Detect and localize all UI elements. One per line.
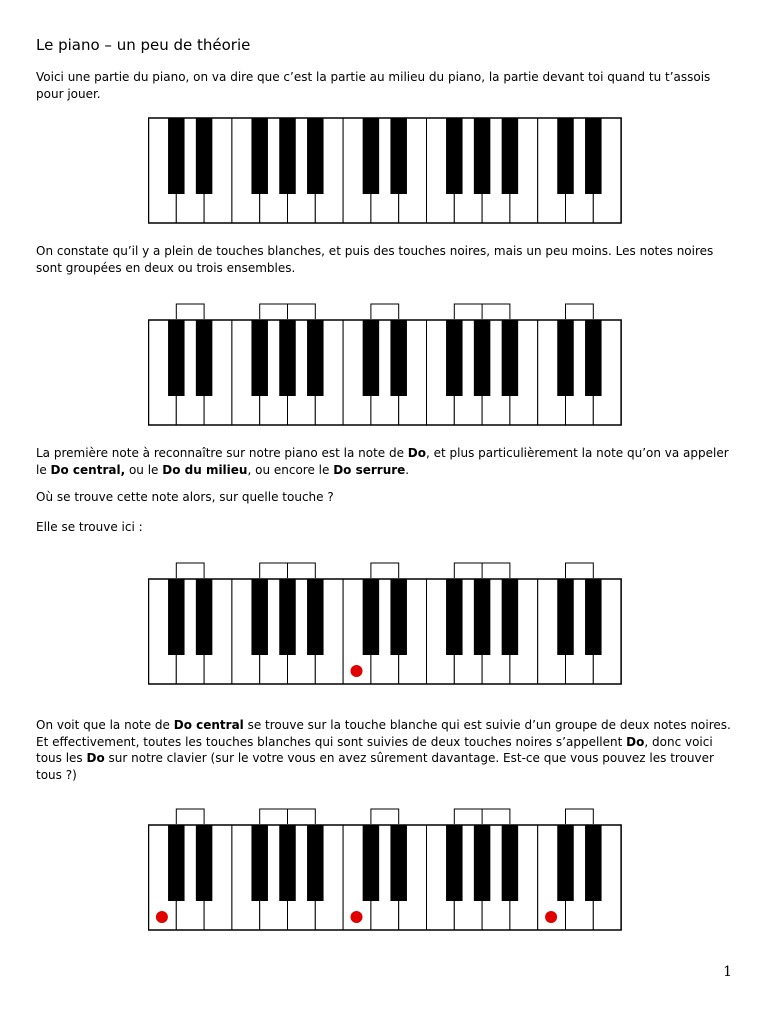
black-key [502,320,519,396]
black-key [502,825,519,901]
black-key-group-bracket [176,304,204,319]
bold-text-run: Do [86,751,105,765]
text-run: , ou encore le [247,462,334,477]
black-key [585,118,602,194]
black-key [502,579,519,655]
black-key [307,825,324,901]
black-key-group-bracket [371,809,399,824]
black-key [168,825,185,901]
page-number: 1 [723,964,732,980]
black-key [474,320,491,396]
page-title: Le piano – un peu de théorie [36,36,251,54]
black-key [251,825,268,901]
black-key [363,320,380,396]
observation-paragraph: On constate qu’il y a plein de touches blanches, et puis des touches noires, mais un peu moins. Les notes noires sont groupées en deux ou trois ensembles. [36,244,714,275]
black-key-group-bracket [176,563,204,578]
black-key [390,579,407,655]
bold-text-run: Do du milieu [162,462,248,477]
black-key [474,118,491,194]
black-key [557,320,574,396]
black-key [502,118,519,194]
black-key [251,320,268,396]
bold-text-run: Do central, [50,462,126,477]
black-key [390,825,407,901]
bold-text-run: Do serrure [333,462,406,477]
black-key-group-bracket [260,809,316,824]
first-note-paragraph [36,445,736,478]
black-key [279,320,296,396]
black-key [251,118,268,194]
black-key [585,320,602,396]
black-key [585,825,602,901]
black-key [279,579,296,655]
black-key [196,579,213,655]
black-key [279,825,296,901]
black-key [390,118,407,194]
piano-keyboard-middle-c [148,557,626,691]
black-key [279,118,296,194]
bracket-line [566,304,594,319]
black-key [196,320,213,396]
black-key-group-bracket [566,563,594,578]
black-key [557,825,574,901]
black-key [363,825,380,901]
black-key [557,579,574,655]
bracket-line [176,563,204,578]
bracket-line [371,809,399,824]
bold-text-run: Do [626,734,645,749]
black-key-group-bracket [454,563,510,578]
text-run: ou le [125,462,163,477]
bracket-line [176,809,204,824]
black-key-group-bracket [566,809,594,824]
explanation-paragraph [36,717,736,783]
black-key [474,825,491,901]
black-key [307,118,324,194]
bold-text-run: Do [407,446,427,460]
black-key [585,579,602,655]
black-key-group-bracket [260,563,316,578]
here-paragraph: Elle se trouve ici : [36,520,143,534]
black-key [251,579,268,655]
bracket-line [371,304,399,319]
black-key [196,118,213,194]
black-key [446,825,463,901]
bracket-line [371,563,399,578]
text-run: sur notre clavier (sur le votre vous en avez sûrement davantage. Est-ce que vous pouvez les trouver tous ?) [36,751,714,782]
text-run: se trouve sur la touche blanche qui est suivie d’un groupe de deux notes noires. Et effectivement, toutes les touches blanches qui sont suivies de deux touches noires s’appellent [36,718,731,749]
black-key [446,579,463,655]
black-key-group-bracket [454,304,510,319]
do-note-marker [545,911,557,923]
bracket-line [176,304,204,319]
text-run: La première note à reconnaître sur notre piano est la note de [36,446,408,460]
black-key-group-bracket [566,304,594,319]
piano-keyboard-all-c [148,803,626,937]
black-key [474,579,491,655]
black-key [363,118,380,194]
black-key [363,579,380,655]
intro-paragraph: Voici une partie du piano, on va dire que c’est la partie au milieu du piano, la partie devant toi quand tu t’assois pour jouer. [36,70,711,101]
black-key [307,579,324,655]
black-key [390,320,407,396]
question-paragraph: Où se trouve cette note alors, sur quelle touche ? [36,490,334,504]
black-key [446,320,463,396]
black-key-group-bracket [176,809,204,824]
black-key [446,118,463,194]
black-key-group-bracket [454,809,510,824]
black-key-group-bracket [371,304,399,319]
bracket-line [566,563,594,578]
text-run: , donc voici tous les [36,734,713,765]
black-key-group-bracket [260,304,316,319]
text-run: . [405,462,410,477]
black-key-group-bracket [371,563,399,578]
black-key [196,825,213,901]
piano-keyboard-plain [148,112,626,230]
black-key [168,118,185,194]
black-key [307,320,324,396]
do-note-marker [351,665,363,677]
bracket-line [566,809,594,824]
do-note-marker [351,911,363,923]
black-key [557,118,574,194]
do-note-marker [156,911,168,923]
text-run: On voit que la note de [36,718,174,732]
piano-keyboard-grouped [148,298,626,432]
black-key [168,320,185,396]
bold-text-run: Do central [173,718,244,732]
text-run: , et plus particulièrement la note qu’on va appeler le [36,446,729,477]
black-key [168,579,185,655]
